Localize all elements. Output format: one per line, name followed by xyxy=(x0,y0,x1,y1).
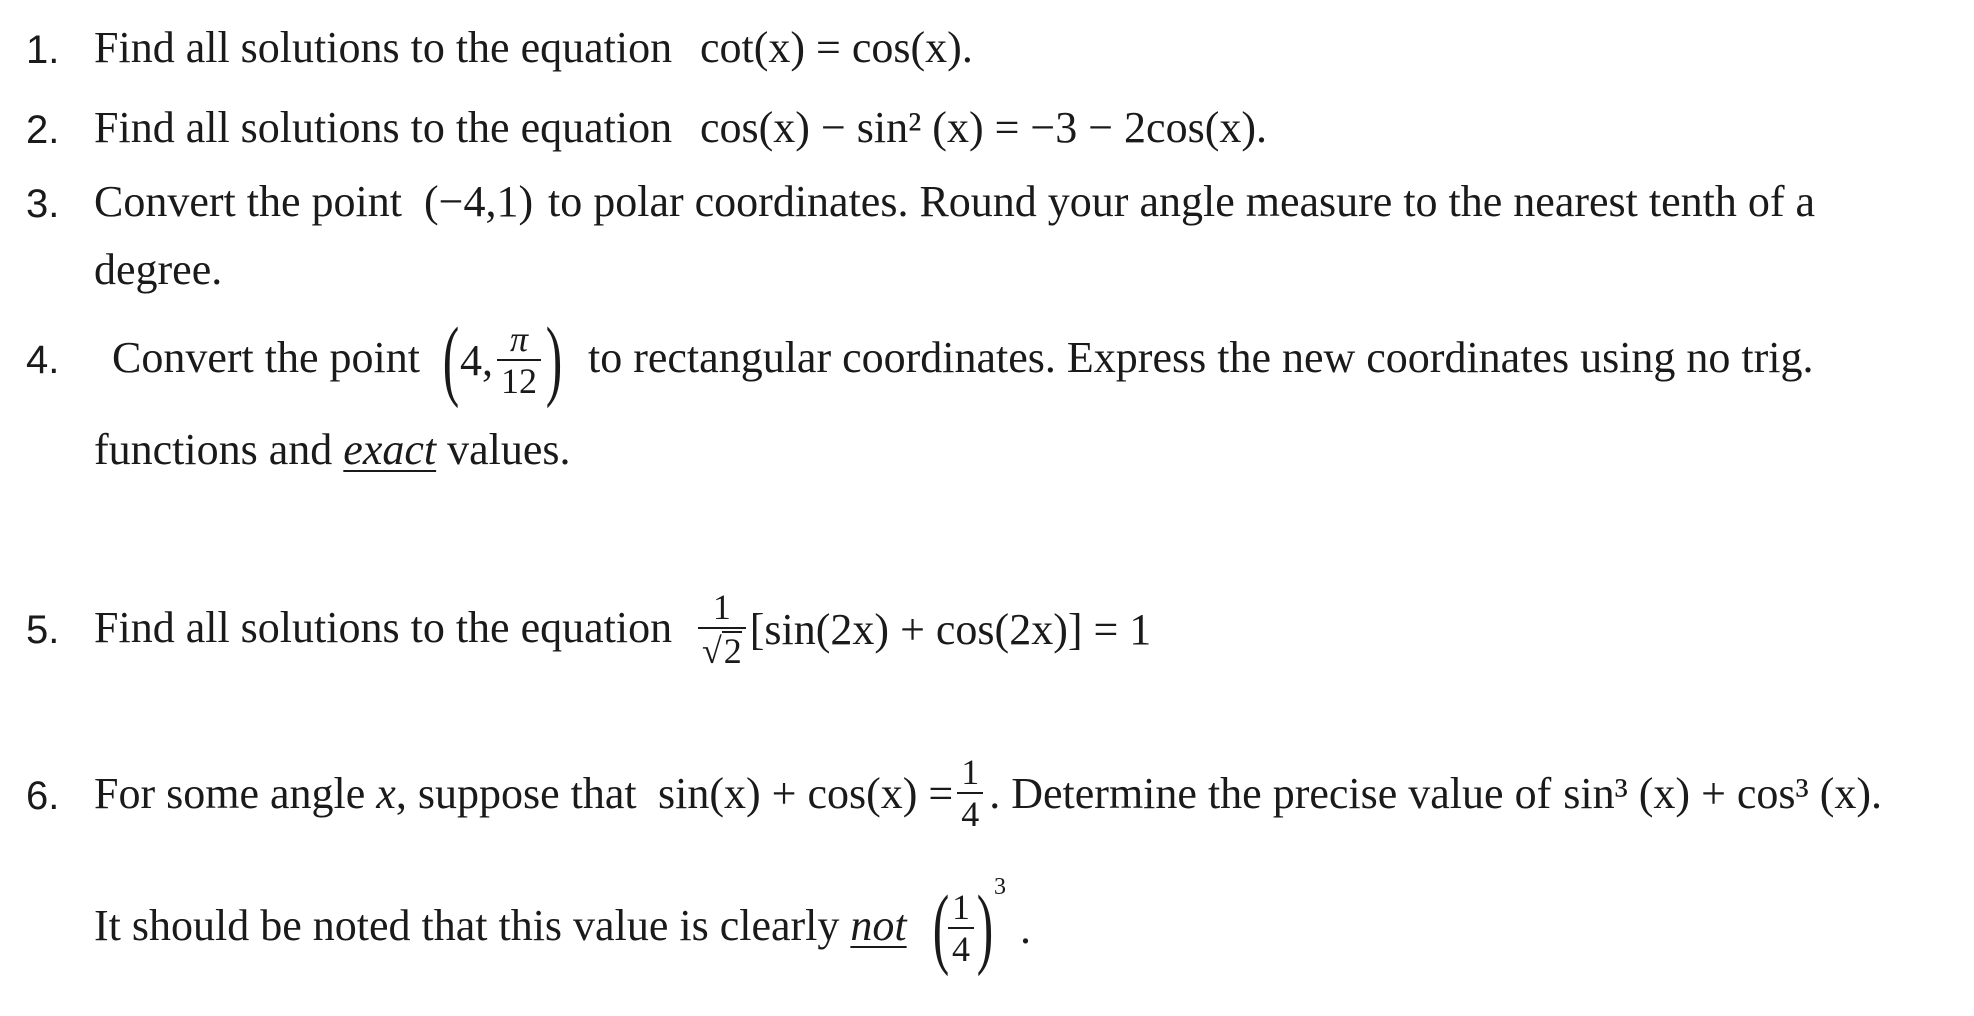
item-text-wrap xyxy=(94,425,571,474)
right-paren-icon: ) xyxy=(976,878,994,977)
polar-radius: 4, xyxy=(459,335,493,385)
fraction-one-quarter xyxy=(948,889,974,967)
item-number: 2. xyxy=(26,108,60,152)
exponent: 3 xyxy=(993,874,1006,900)
text-segment: values. xyxy=(447,425,571,474)
fraction-numerator: 1 xyxy=(712,587,731,627)
fraction-numerator: π xyxy=(509,319,528,359)
radicand: 2 xyxy=(723,631,742,671)
fraction-numerator: 1 xyxy=(961,752,980,792)
item-text: Find all solutions to the equation xyxy=(94,23,673,72)
sqrt-icon: √ xyxy=(702,631,722,671)
period: . xyxy=(1019,903,1031,953)
right-paren-icon: ) xyxy=(545,310,563,409)
polar-point xyxy=(436,300,569,420)
item-text: Find all solutions to the equation xyxy=(94,603,673,652)
item-text-wrap: degree. xyxy=(94,245,223,294)
text-segment: For some angle xyxy=(94,769,366,818)
math-expression-2: sin³ (x) + cos³ (x). xyxy=(1563,768,1883,818)
item-text: Convert the point xyxy=(94,177,402,226)
emphasis-exact: exact xyxy=(343,425,437,474)
fraction-one-quarter xyxy=(957,754,983,832)
left-paren-icon: ( xyxy=(442,310,460,409)
math-point: (−4,1) xyxy=(424,177,534,226)
text-segment: It should be noted that this value is clearly xyxy=(94,901,840,950)
item-number: 5. xyxy=(26,608,60,652)
math-expression: sin(x) + cos(x) = xyxy=(658,768,954,818)
item-number: 6. xyxy=(26,774,60,818)
inverse-sqrt-fraction xyxy=(698,589,746,669)
math-expression: cot(x) = cos(x). xyxy=(700,23,973,72)
angle-fraction xyxy=(497,321,541,399)
power-expression xyxy=(926,868,1031,988)
emphasis-not: not xyxy=(850,901,907,950)
equation-5 xyxy=(694,574,1151,684)
item-text xyxy=(94,769,637,818)
item-number: 3. xyxy=(26,182,60,226)
fraction-denominator: 4 xyxy=(948,927,974,967)
text-segment: , suppose that xyxy=(395,769,637,818)
item-number: 1. xyxy=(26,28,60,72)
text-segment: . Determine the precise value of xyxy=(989,768,1552,818)
item-text-continued: to polar coordinates. Round your angle measure to the nearest tenth of a xyxy=(548,177,1816,226)
variable-x: x xyxy=(376,769,396,818)
item-text: Find all solutions to the equation xyxy=(94,103,673,152)
item-number: 4. xyxy=(26,338,60,382)
fraction-denominator: 12 xyxy=(497,359,541,399)
text-segment: functions and xyxy=(94,425,333,474)
equation-6 xyxy=(658,738,1882,848)
fraction-denominator xyxy=(698,627,746,669)
math-expression: cos(x) − sin² (x) = −3 − 2cos(x). xyxy=(700,103,1268,152)
item-text-continued: to rectangular coordinates. Express the new coordinates using no trig. xyxy=(588,333,1814,382)
item-text: Convert the point xyxy=(112,333,420,382)
item-text-wrap xyxy=(94,901,907,950)
fraction-denominator: 4 xyxy=(957,792,983,832)
math-expression: [sin(2x) + cos(2x)] = 1 xyxy=(749,604,1152,654)
left-paren-icon: ( xyxy=(932,878,950,977)
fraction-numerator: 1 xyxy=(951,887,970,927)
